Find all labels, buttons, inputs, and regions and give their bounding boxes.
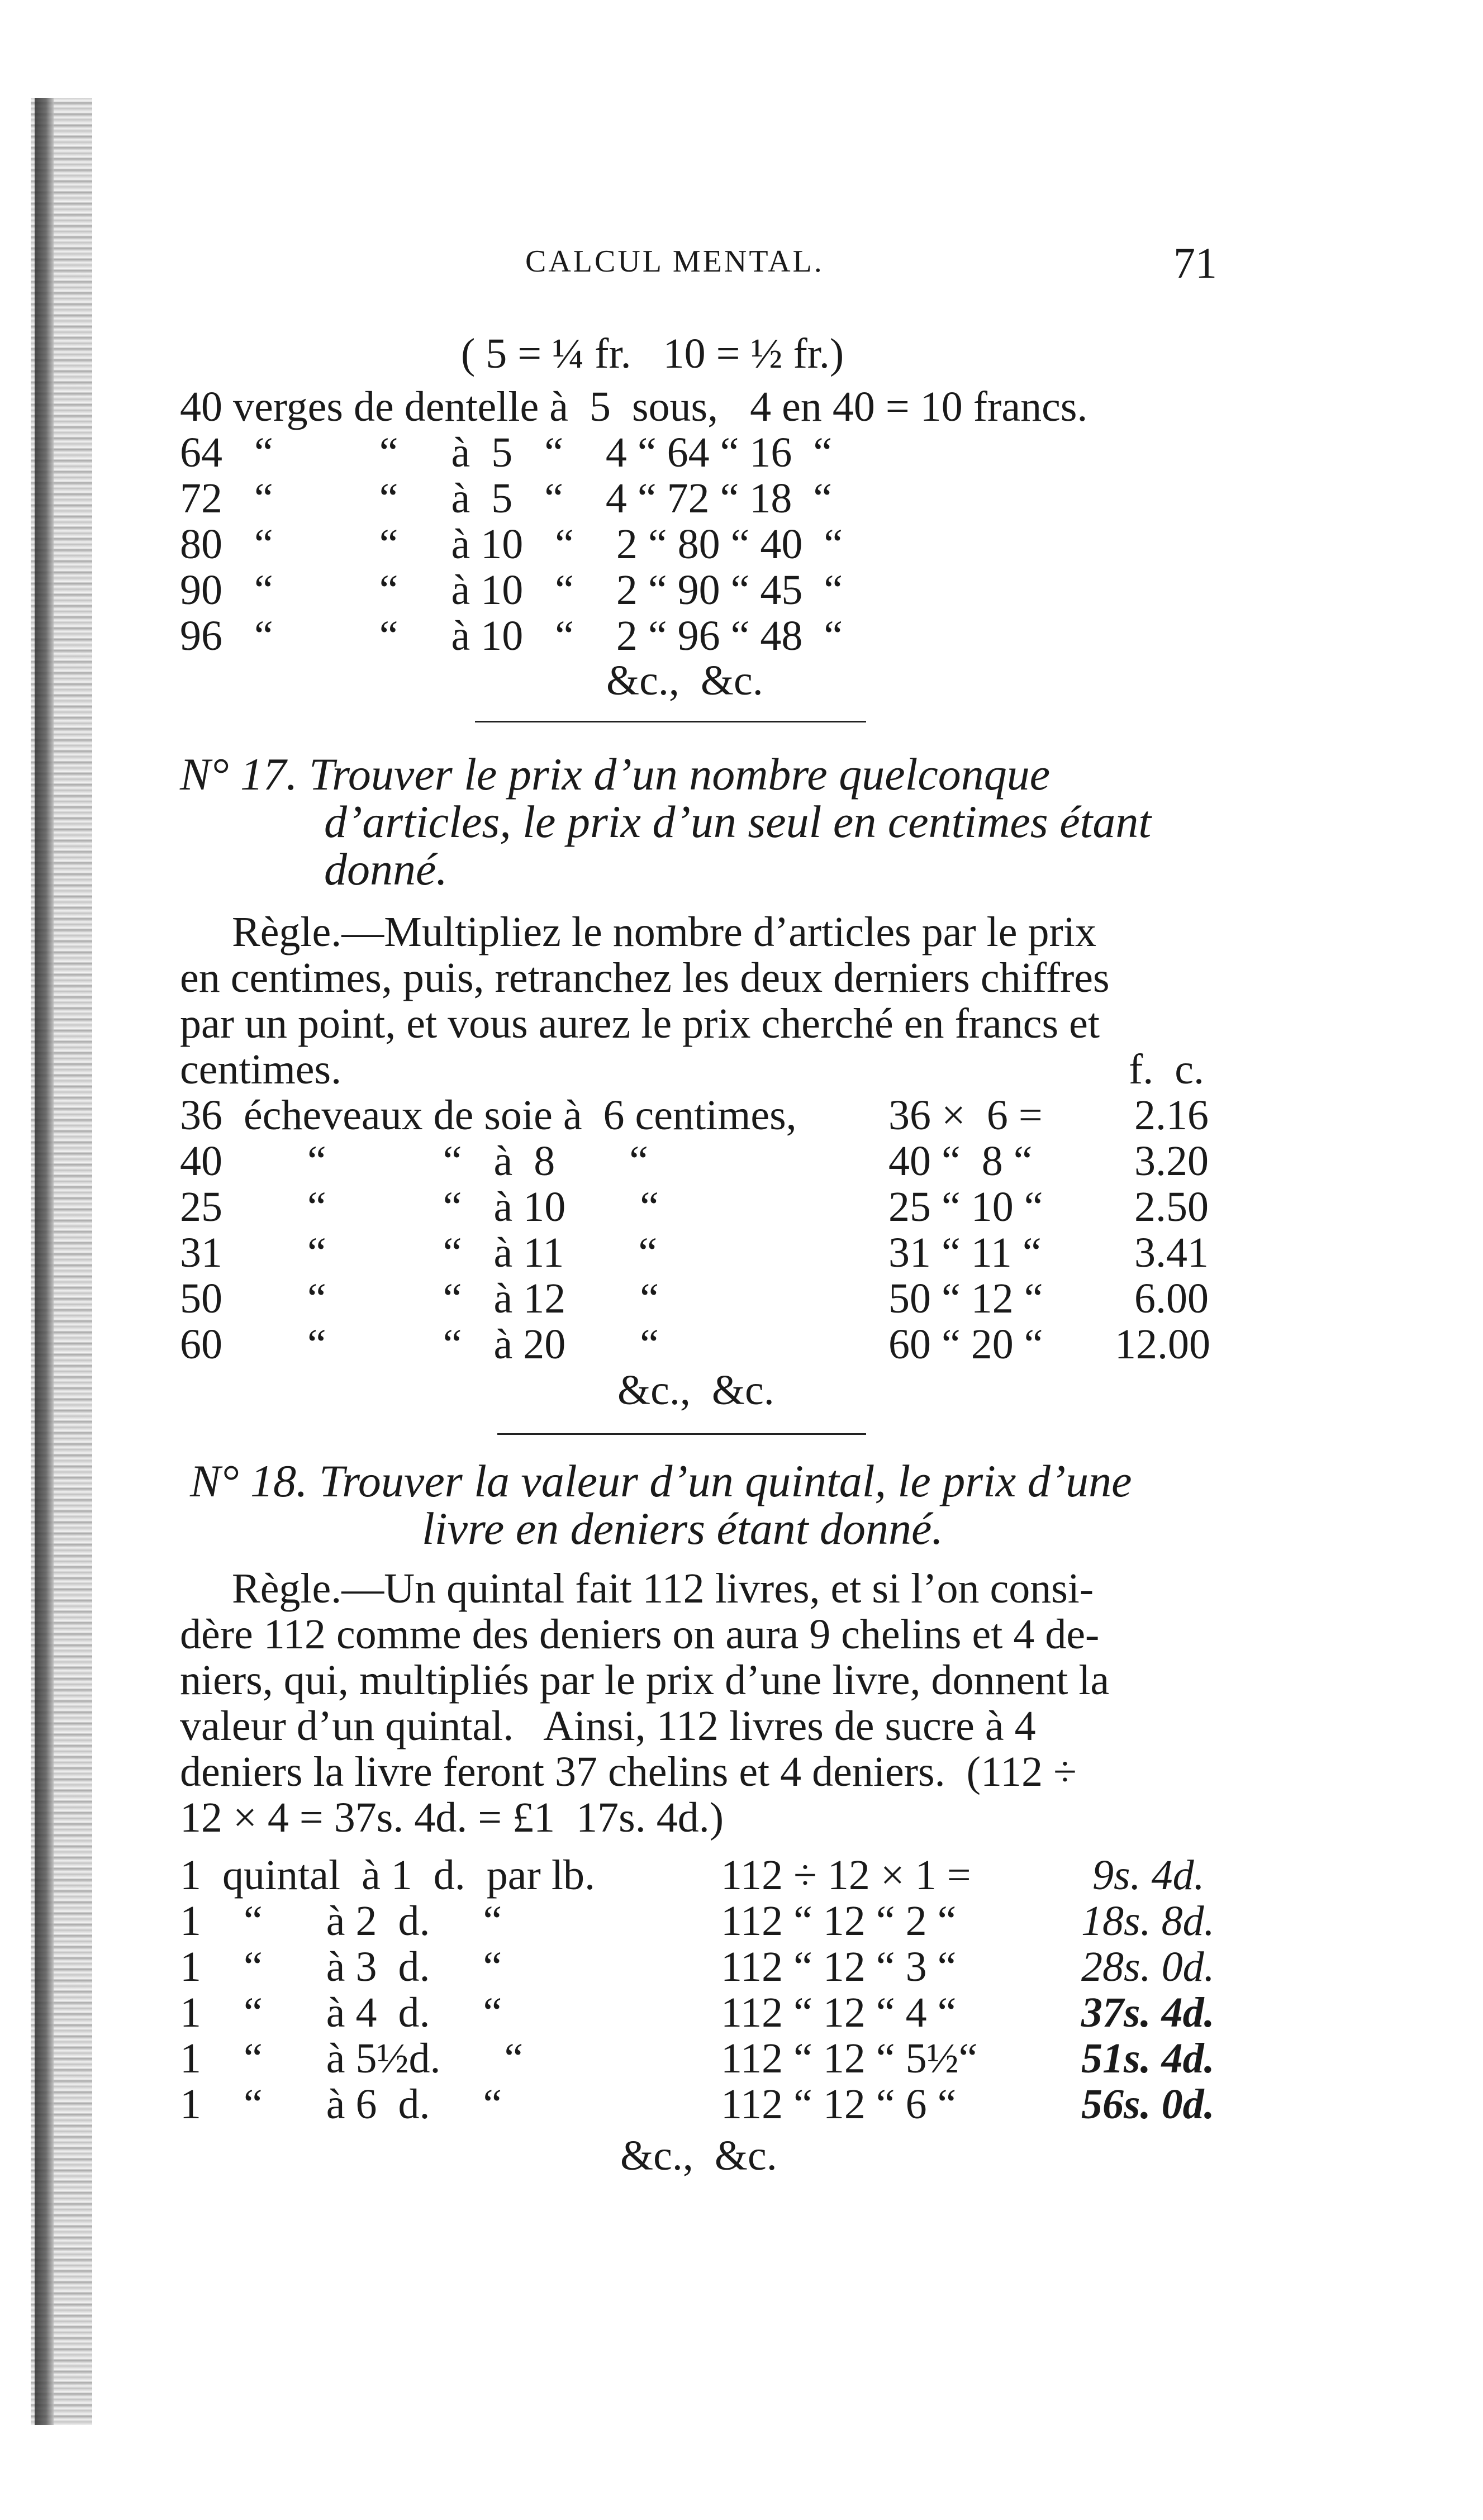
section-17-rule: par un point, et vous aurez le prix cherché en francs et — [180, 1000, 1100, 1047]
table-row: 1 “ à 5½d. “ — [180, 2035, 524, 2082]
table-row: 36 × 6 = — [888, 1092, 1043, 1139]
table-row: 31 “ “ à 11 “ — [180, 1229, 658, 1276]
section-divider — [497, 1433, 866, 1435]
table-row: 3.20 — [1134, 1138, 1209, 1185]
section-17-etc: &c., &c. — [617, 1367, 774, 1414]
table-row: 50 “ “ à 12 “ — [180, 1275, 659, 1322]
table-row: 1 “ à 3 d. “ — [180, 1943, 502, 1990]
table-row: 112 “ 12 “ 5½“ — [721, 2035, 978, 2082]
section-18-rule: Règle.—Un quintal fait 112 livres, et si l’on consi- — [232, 1565, 1094, 1612]
table-row: 2.50 — [1134, 1183, 1209, 1230]
section-17-rule: centimes. — [180, 1046, 342, 1093]
top-row: 64 “ “ à 5 “ 4 “ 64 “ 16 “ — [180, 429, 833, 476]
section-divider — [475, 721, 866, 722]
binding-shadow — [35, 98, 54, 2425]
section-18-rule: deniers la livre feront 37 chelins et 4 deniers. (112 ÷ — [180, 1748, 1077, 1795]
table-row: 12.00 — [1115, 1321, 1210, 1368]
table-row: 50 “ 12 “ — [888, 1275, 1043, 1322]
table-row: 25 “ 10 “ — [888, 1183, 1043, 1230]
page-number: 71 — [1173, 239, 1217, 287]
table-row: 40 “ “ à 8 “ — [180, 1138, 648, 1185]
section-18-rule: niers, qui, multipliés par le prix d’une livre, donnent la — [180, 1657, 1110, 1704]
table-row: 9s. 4d. — [1092, 1852, 1205, 1899]
table-row: 112 “ 12 “ 6 “ — [721, 2081, 957, 2128]
section-17-title: d’articles, le prix d’un seul en centimes étant — [324, 796, 1152, 847]
section-18-rule: valeur d’un quintal. Ainsi, 112 livres de sucre à 4 — [180, 1703, 1036, 1749]
top-etc: &c., &c. — [606, 657, 763, 704]
section-18-rule: 12 × 4 = 37s. 4d. = £1 17s. 4d.) — [180, 1794, 724, 1841]
top-row: 72 “ “ à 5 “ 4 “ 72 “ 18 “ — [180, 475, 833, 522]
table-row: 1 “ à 6 d. “ — [180, 2081, 502, 2128]
section-18-rule: dère 112 comme des deniers on aura 9 chelins et 4 de- — [180, 1611, 1100, 1658]
section-17-rule: Règle.—Multipliez le nombre d’articles par le prix — [232, 909, 1096, 955]
table-row: 112 “ 12 “ 4 “ — [721, 1989, 957, 2036]
top-row: 80 “ “ à 10 “ 2 “ 80 “ 40 “ — [180, 521, 843, 568]
table-row: 51s. 4d. — [1081, 2035, 1215, 2082]
fc-column-header: f. c. — [1129, 1046, 1205, 1093]
section-18-title: livre en deniers étant donné. — [422, 1503, 943, 1554]
section-18-title: N° 18. Trouver la valeur d’un quintal, le prix d’une — [190, 1456, 1132, 1506]
table-row: 2.16 — [1134, 1092, 1209, 1139]
table-row: 112 “ 12 “ 2 “ — [721, 1898, 957, 1944]
table-row: 1 “ à 4 d. “ — [180, 1989, 502, 2036]
table-row: 56s. 0d. — [1081, 2081, 1215, 2128]
table-row: 6.00 — [1134, 1275, 1209, 1322]
table-row: 37s. 4d. — [1081, 1989, 1215, 2036]
table-row: 28s. 0d. — [1081, 1943, 1215, 1990]
top-subtitle: ( 5 = ¼ fr. 10 = ½ fr.) — [461, 330, 844, 377]
table-row: 1 “ à 2 d. “ — [180, 1898, 502, 1944]
table-row: 112 “ 12 “ 3 “ — [721, 1943, 957, 1990]
section-17-rule: en centimes, puis, retranchez les deux derniers chiffres — [180, 954, 1110, 1001]
running-header: CALCUL MENTAL. — [525, 244, 824, 279]
top-row: 90 “ “ à 10 “ 2 “ 90 “ 45 “ — [180, 567, 843, 614]
section-17-title: donné. — [324, 844, 448, 895]
table-row: 40 “ 8 “ — [888, 1138, 1033, 1185]
table-row: 60 “ 20 “ — [888, 1321, 1043, 1368]
table-row: 25 “ “ à 10 “ — [180, 1183, 659, 1230]
table-row: 18s. 8d. — [1081, 1898, 1215, 1944]
table-row: 31 “ 11 “ — [888, 1229, 1042, 1276]
top-row: 40 verges de dentelle à 5 sous, 4 en 40 = 10 francs. — [180, 383, 1088, 430]
table-row: 112 ÷ 12 × 1 = — [721, 1852, 971, 1899]
section-17-title: N° 17. Trouver le prix d’un nombre quelconque — [180, 749, 1051, 800]
table-row: 3.41 — [1134, 1229, 1209, 1276]
section-18-etc: &c., &c. — [620, 2132, 777, 2179]
top-row: 96 “ “ à 10 “ 2 “ 96 “ 48 “ — [180, 612, 843, 659]
table-row: 36 écheveaux de soie à 6 centimes, — [180, 1092, 797, 1139]
table-row: 1 quintal à 1 d. par lb. — [180, 1852, 595, 1899]
table-row: 60 “ “ à 20 “ — [180, 1321, 659, 1368]
